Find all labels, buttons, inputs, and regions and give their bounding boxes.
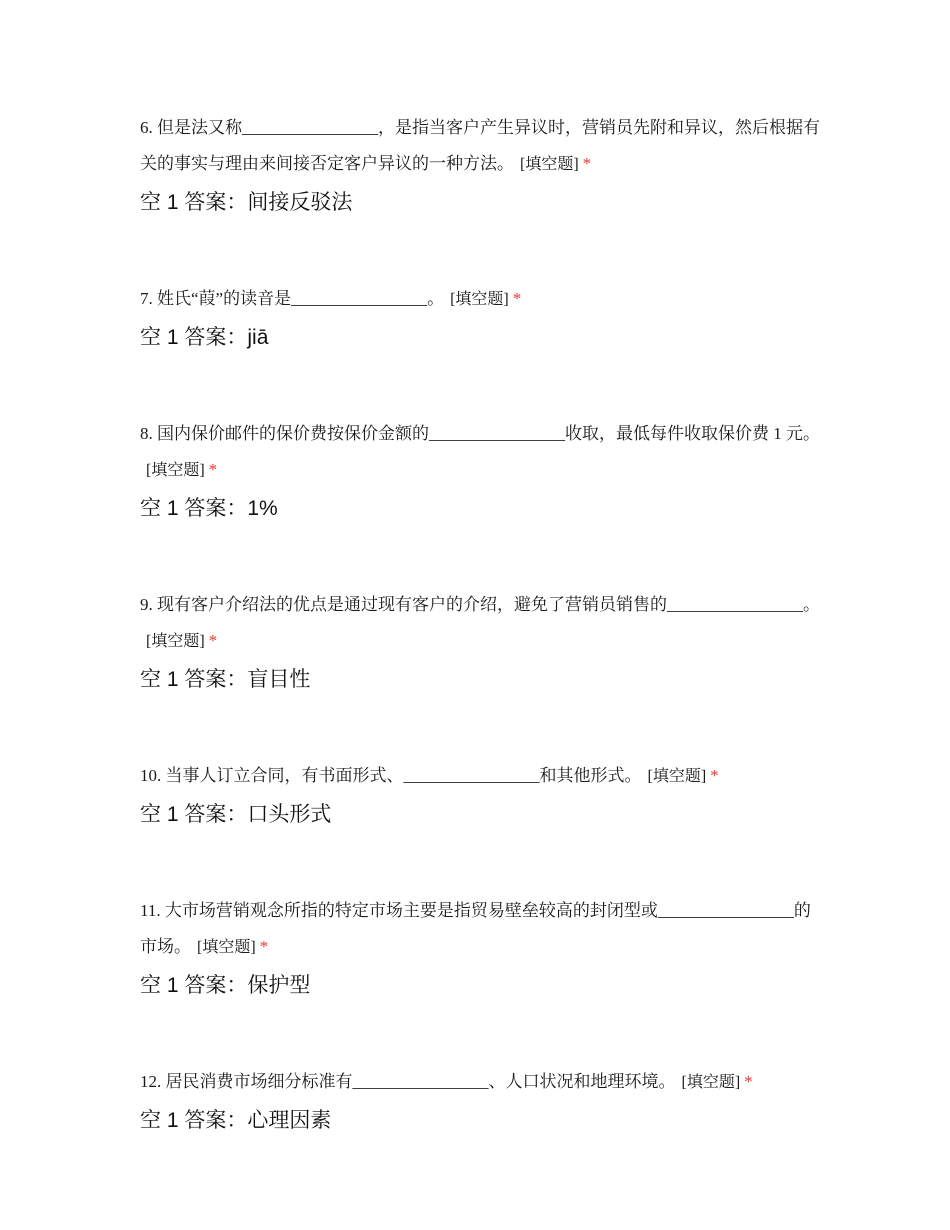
question-8 — [140, 416, 820, 525]
answer-prefix: 空 1 答案： — [140, 974, 248, 997]
required-marker: * — [512, 289, 522, 308]
answer-value: 盲目性 — [247, 668, 311, 691]
question-list — [140, 110, 820, 1137]
question-body: 当事人订立合同，有书面形式、________________和其他形式。 — [165, 766, 642, 785]
question-number: 9. — [140, 595, 153, 614]
question-12 — [140, 1064, 820, 1137]
question-type-tag: [填空题] — [197, 939, 256, 956]
answer-value: 1% — [247, 497, 278, 520]
required-marker: * — [259, 937, 269, 956]
question-type-tag: [填空题] — [520, 156, 579, 173]
question-type-tag: [填空题] — [681, 1074, 741, 1091]
question-body: 国内保价邮件的保价费按保价金额的________________收取，最低每件收取保价费 1 元。 — [157, 424, 820, 443]
answer-prefix: 空 1 答案： — [140, 497, 248, 520]
question-text — [140, 281, 820, 318]
answer-value: jiā — [247, 326, 269, 349]
answer-value: 间接反驳法 — [247, 191, 353, 214]
question-text — [140, 758, 820, 795]
question-number: 12. — [140, 1072, 162, 1091]
answer-line — [140, 799, 820, 831]
question-11 — [140, 893, 820, 1002]
question-text — [140, 110, 820, 183]
question-number: 6. — [140, 118, 153, 137]
answer-line — [140, 970, 820, 1002]
question-number: 11. — [140, 901, 161, 920]
question-type-tag: [填空题] — [647, 768, 707, 785]
answer-prefix: 空 1 答案： — [140, 803, 248, 826]
question-number: 7. — [140, 289, 153, 308]
answer-line — [140, 664, 820, 696]
question-number: 8. — [140, 424, 153, 443]
answer-value: 口头形式 — [247, 803, 332, 826]
answer-value: 保护型 — [247, 974, 311, 997]
answer-line — [140, 493, 820, 525]
question-text — [140, 587, 820, 660]
question-number: 10. — [140, 766, 162, 785]
required-marker: * — [744, 1072, 753, 1091]
question-type-tag: [填空题] — [146, 462, 205, 479]
question-body: 居民消费市场细分标准有________________、人口状况和地理环境。 — [165, 1072, 676, 1091]
question-body: 现有客户介绍法的优点是通过现有客户的介绍，避免了营销员销售的________________。 — [157, 595, 820, 614]
question-type-tag: [填空题] — [146, 633, 205, 650]
required-marker: * — [710, 766, 719, 785]
question-9 — [140, 587, 820, 696]
answer-line — [140, 1105, 820, 1137]
question-7 — [140, 281, 820, 354]
question-body: 姓氏“葭”的读音是________________。 — [157, 289, 445, 308]
question-text — [140, 416, 820, 489]
answer-value: 心理因素 — [247, 1109, 332, 1132]
question-6 — [140, 110, 820, 219]
answer-prefix: 空 1 答案： — [140, 326, 248, 349]
required-marker: * — [208, 460, 218, 479]
answer-line — [140, 322, 820, 354]
answer-prefix: 空 1 答案： — [140, 1109, 248, 1132]
answer-prefix: 空 1 答案： — [140, 191, 248, 214]
question-type-tag: [填空题] — [450, 291, 509, 308]
question-10 — [140, 758, 820, 831]
question-text — [140, 893, 820, 966]
question-body: 大市场营销观念所指的特定市场主要是指贸易壁垒较高的封闭型或________________的市场。 — [140, 901, 811, 956]
question-body: 但是法又称________________，是指当客户产生异议时，营销员先附和异议，然后根据有关的事实与理由来间接否定客户异议的一种方法。 — [140, 118, 820, 173]
required-marker: * — [208, 631, 218, 650]
required-marker: * — [582, 154, 592, 173]
answer-prefix: 空 1 答案： — [140, 668, 248, 691]
question-text — [140, 1064, 820, 1101]
answer-line — [140, 187, 820, 219]
